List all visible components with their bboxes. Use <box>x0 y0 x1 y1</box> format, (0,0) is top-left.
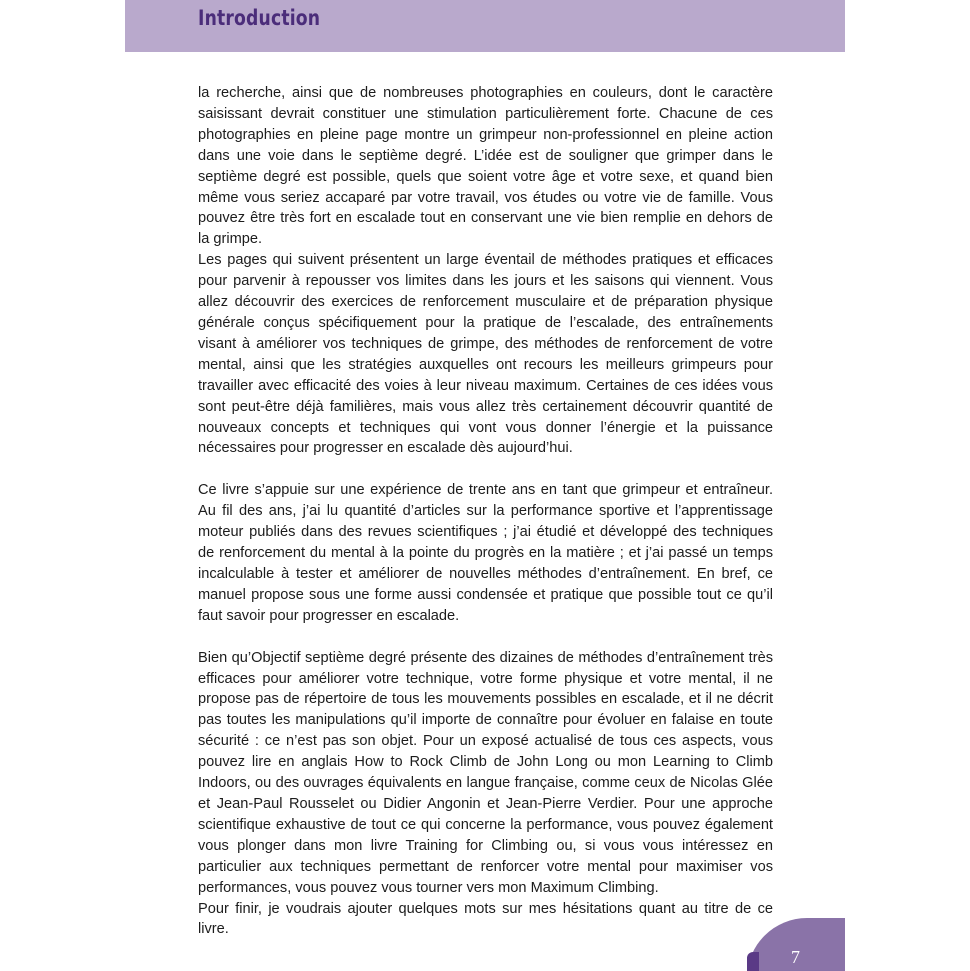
paragraph: Pour finir, je voudrais ajouter quelques mots sur mes hésitations quant au titre de ce livre. <box>198 900 773 938</box>
book-page <box>125 0 845 971</box>
badge-shade <box>747 952 759 971</box>
paragraph: la recherche, ainsi que de nombreuses photographies en couleurs, dont le caractère saisissant devrait constituer une stimulation particulièrement forte. Chacune de ces photographies en pleine page montre un grimpeur non-professionnel en pleine action dans une voie dans le septième degré. L’idée est de souligner que grimper dans le septième degré est possible, quels que soient votre âge et votre sexe, et quand bien même vous seriez accaparé par votre travail, vos études ou votre vie de famille. Vous pouvez être très fort en escalade tout en conservant une vie bien remplie en dehors de la grimpe. <box>198 85 773 248</box>
paragraph: Ce livre s’appuie sur une expérience de trente ans en tant que grimpeur et entraîneur. Au fil des ans, j’ai lu quantité d’articles sur la performance sportive et l’apprentissage moteur publiés dans des revues scientifiques ; j’ai étudié et développé des techniques de renforcement du mental à la pointe du progrès en la matière ; et j’ai passé un temps incalculable à tester et améliorer de nouvelles méthodes d’entraînement. En bref, ce manuel propose sous une forme aussi condensée et pratique que possible tout ce qu’il faut savoir pour progresser en escalade. <box>198 482 773 624</box>
paragraph: Les pages qui suivent présentent un large éventail de méthodes pratiques et efficaces pour parvenir à repousser vos limites dans les jours et les saisons qui viennent. Vous allez découvrir des exercices de renforcement musculaire et de préparation physique générale conçus spécifiquement pour la pratique de l’escalade, des entraînements visant à améliorer vos techniques de grimpe, des méthodes de renforcement de votre mental, ainsi que les stratégies auxquelles ont recours les meilleurs grimpeurs pour travailler avec efficacité des voies à leur niveau maximum. Certaines de ces idées vous sont peut-être déjà familières, mais vous allez très certainement découvrir quantité de nouveaux concepts et techniques qui vont vous donner l’énergie et la puissance nécessaires pour progresser en escalade dès aujourd’hui. <box>198 252 773 457</box>
paragraph: Bien qu’Objectif septième degré présente des dizaines de méthodes d’entraînement très efficaces pour améliorer votre technique, votre forme physique et votre mental, il ne propose pas de répertoire de tous les mouvements possibles en escalade, et il ne décrit pas toutes les manipulations qu’il importe de connaître pour évoluer en falaise en toute sécurité : ce n’est pas son objet. Pour un exposé actualisé de tous ces aspects, vous pouvez lire en anglais How to Rock Climb de John Long ou mon Learning to Climb Indoors, ou des ouvrages équivalents en langue française, comme ceux de Nicolas Glée et Jean-Paul Rousselet ou Didier Angonin et Jean-Pierre Verdier. Pour une approche scientifique exhaustive de tout ce qui concerne la performance, vous pouvez également vous plonger dans mon livre Training for Climbing ou, si vous vous intéressez en particulier aux techniques permettant de renforcer votre mental pour maximiser vos performances, vous pouvez vous tourner vers mon Maximum Climbing. <box>198 649 773 896</box>
chapter-title: Introduction <box>198 6 321 30</box>
body-text <box>198 83 773 940</box>
page-number: 7 <box>791 947 800 967</box>
chapter-header-band <box>125 0 845 52</box>
